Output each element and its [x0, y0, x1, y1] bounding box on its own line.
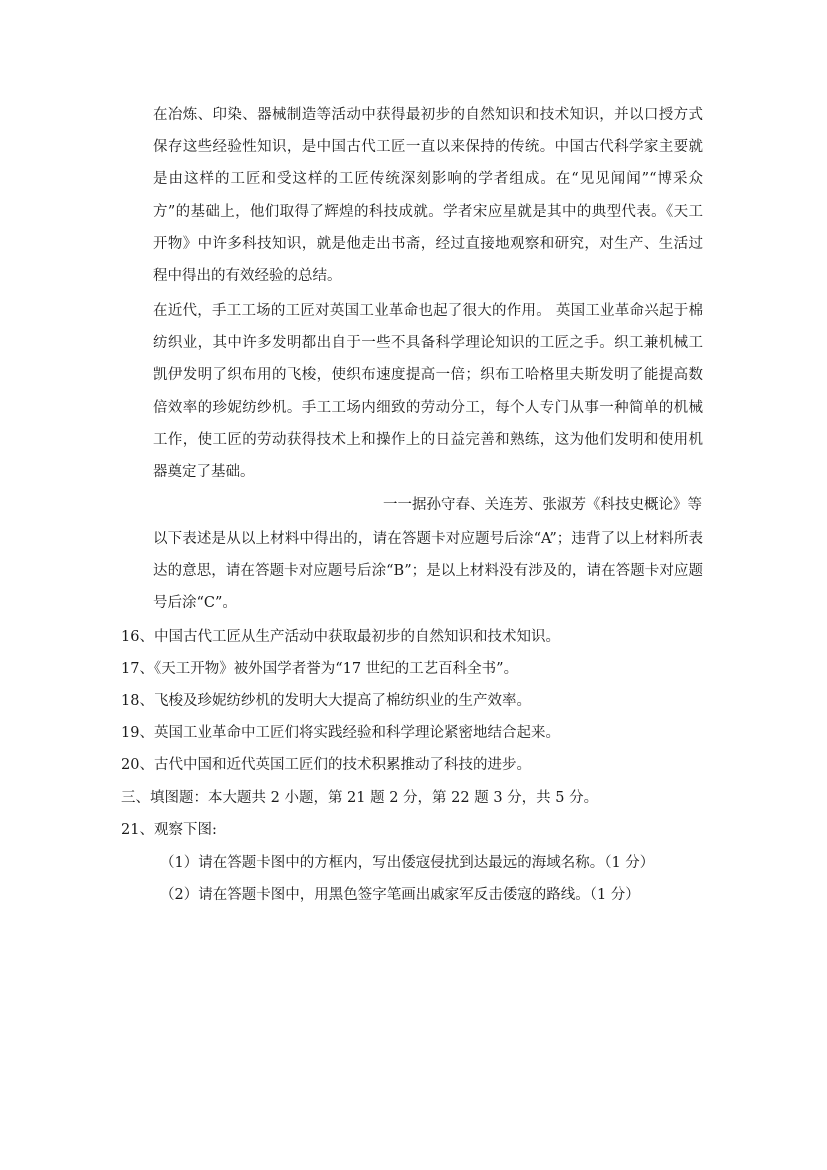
- source-attribution: 一一据孙守春、关连芳、张淑芳《科技史概论》等: [383, 497, 702, 513]
- question-17: 17、《天工开物》被外国学者誉为“17 世纪的工艺百科全书”。: [121, 661, 519, 677]
- question-16: 16、中国古代工匠从生产活动中获取最初步的自然知识和技术知识。: [121, 629, 560, 645]
- passage-paragraph-2: 在近代，手工工场的工匠对英国工业革命也起了很大的作用。 英国工业革命兴起于棉纺织业，其中许多发明都出自于一些不具备科学理论知识的工匠之手。织工兼机械工凯伊发明了织布用的飞梭，使织布速度提高一倍；织布工哈格里夫斯发明了能提高数倍效率的珍妮纺纱机。手工工场内细致的劳动分工，每个人专门从事一种简单的机械工作，使工匠的劳动获得技术上和操作上的日益完善和熟练，这为他们发明和使用机器奠定了基础。: [153, 303, 703, 481]
- question-21-part-1: （1）请在答题卡图中的方框内，写出倭寇侵扰到达最远的海域名称。（1 分）: [160, 855, 655, 871]
- answer-instructions: 以下表述是从以上材料中得出的，请在答题卡对应题号后涂“A”；违背了以上材料所表达的意思，请在答题卡对应题号后涂“B”；是以上材料没有涉及的，请在答题卡对应题号后涂“C”。: [153, 531, 703, 612]
- question-21-part-2: （2）请在答题卡图中，用黑色签字笔画出戚家军反击倭寇的路线。（1 分）: [160, 887, 640, 903]
- passage-paragraph-1: 在冶炼、印染、器械制造等活动中获得最初步的自然知识和技术知识，并以口授方式保存这些经验性知识，是中国古代工匠一直以来保持的传统。中国古代科学家主要就是由这样的工匠和受这样的工匠传统深刻影响的学者组成。在“见见闻闻”“博采众方”的基础上，他们取得了辉煌的科技成就。学者宋应星就是其中的典型代表。《天工开物》中许多科技知识，就是他走出书斋，经过直接地观察和研究，对生产、生活过程中得出的有效经验的总结。: [153, 107, 703, 285]
- question-19: 19、英国工业革命中工匠们将实践经验和科学理论紧密地结合起来。: [121, 725, 560, 741]
- question-18: 18、飞梭及珍妮纺纱机的发明大大提高了棉纺织业的生产效率。: [121, 693, 531, 709]
- section-3-heading: 三、填图题：本大题共 2 小题，第 21 题 2 分，第 22 题 3 分，共 5 分。: [121, 790, 599, 806]
- question-20: 20、古代中国和近代英国工匠们的技术积累推动了科技的进步。: [121, 757, 531, 773]
- question-21: 21、观察下图:: [121, 822, 217, 838]
